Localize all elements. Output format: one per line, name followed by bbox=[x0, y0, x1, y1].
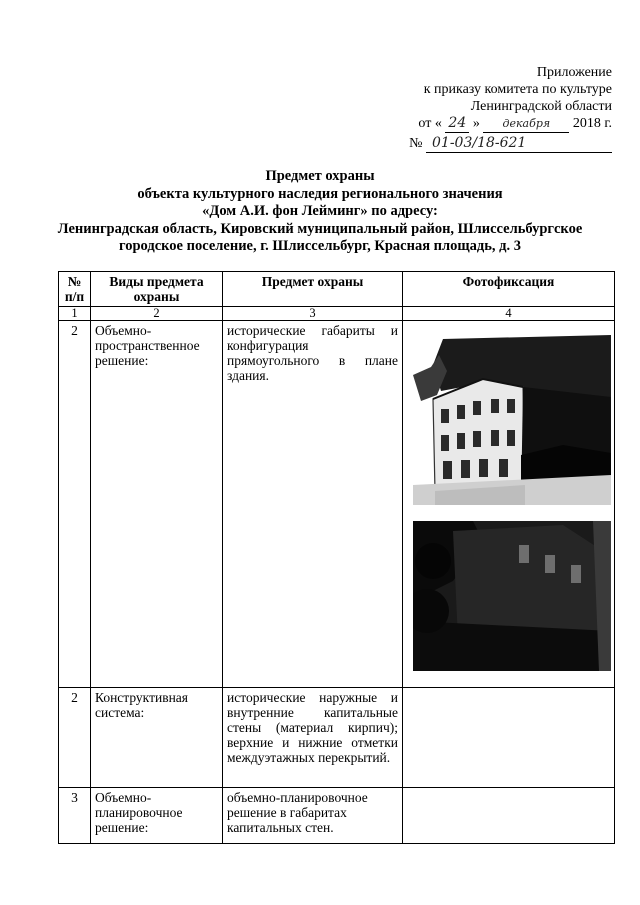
row-number: 2 bbox=[59, 688, 91, 788]
row-photos bbox=[403, 321, 615, 688]
table-header-row bbox=[59, 272, 615, 307]
row-subject: исторические габариты и конфигурация прямоугольного в плане здания. bbox=[223, 321, 403, 688]
date-year: 2018 г. bbox=[572, 116, 612, 131]
table-row bbox=[59, 688, 615, 788]
header-photo: Фотофиксация bbox=[403, 272, 615, 307]
column-number: 4 bbox=[403, 307, 615, 321]
header-number: № п/п bbox=[59, 272, 91, 307]
row-photos bbox=[403, 788, 615, 844]
date-prefix: от « bbox=[418, 116, 442, 131]
date-day: 24 bbox=[445, 115, 469, 133]
column-number: 1 bbox=[59, 307, 91, 321]
heading-subtitle: объекта культурного наследия регионального значения bbox=[137, 185, 503, 202]
row-type: Объемно-пространственное решение: bbox=[91, 321, 223, 688]
row-type: Конструктивная система: bbox=[91, 688, 223, 788]
appendix-number bbox=[396, 135, 612, 153]
table-column-numbers-row bbox=[59, 307, 615, 321]
rear-facade-photo bbox=[413, 521, 611, 671]
heading-address-1: Ленинградская область, Кировский муниципальный район, Шлиссельбургское bbox=[57, 220, 583, 237]
date-month: декабря bbox=[483, 115, 569, 133]
row-photos bbox=[403, 688, 615, 788]
number-prefix: № bbox=[409, 136, 423, 151]
date-mid: » bbox=[472, 116, 480, 131]
row-number: 2 bbox=[59, 321, 91, 688]
appendix-order-ref: к приказу комитета по культуре bbox=[423, 82, 612, 97]
header-subject: Предмет охраны bbox=[223, 272, 403, 307]
header-type: Виды предмета охраны bbox=[91, 272, 223, 307]
row-subject: объемно-планировочное решение в габаритах капитальных стен. bbox=[223, 788, 403, 844]
heading-object-name: «Дом А.И. фон Лейминг» по адресу: bbox=[202, 203, 438, 219]
appendix-title: Приложение bbox=[536, 65, 612, 80]
column-number: 2 bbox=[91, 307, 223, 321]
document-heading bbox=[40, 168, 600, 256]
column-number: 3 bbox=[223, 307, 403, 321]
appendix-block bbox=[396, 64, 612, 153]
table-row bbox=[59, 321, 615, 688]
protection-subject-table bbox=[58, 271, 615, 844]
table-row bbox=[59, 788, 615, 844]
number-value: 01-03/18-621 bbox=[426, 135, 612, 153]
row-type: Объемно-планировочное решение: bbox=[91, 788, 223, 844]
facade-photo bbox=[413, 335, 611, 505]
row-subject: исторические наружные и внутренние капитальные стены (материал кирпич); верхние и нижние отметки междуэтажных перекрытий. bbox=[223, 688, 403, 788]
heading-title: Предмет охраны bbox=[265, 168, 375, 184]
appendix-region: Ленинградской области bbox=[470, 99, 612, 114]
appendix-date bbox=[396, 115, 612, 133]
heading-address-2: городское поселение, г. Шлиссельбург, Красная площадь, д. 3 bbox=[119, 238, 521, 254]
row-number: 3 bbox=[59, 788, 91, 844]
